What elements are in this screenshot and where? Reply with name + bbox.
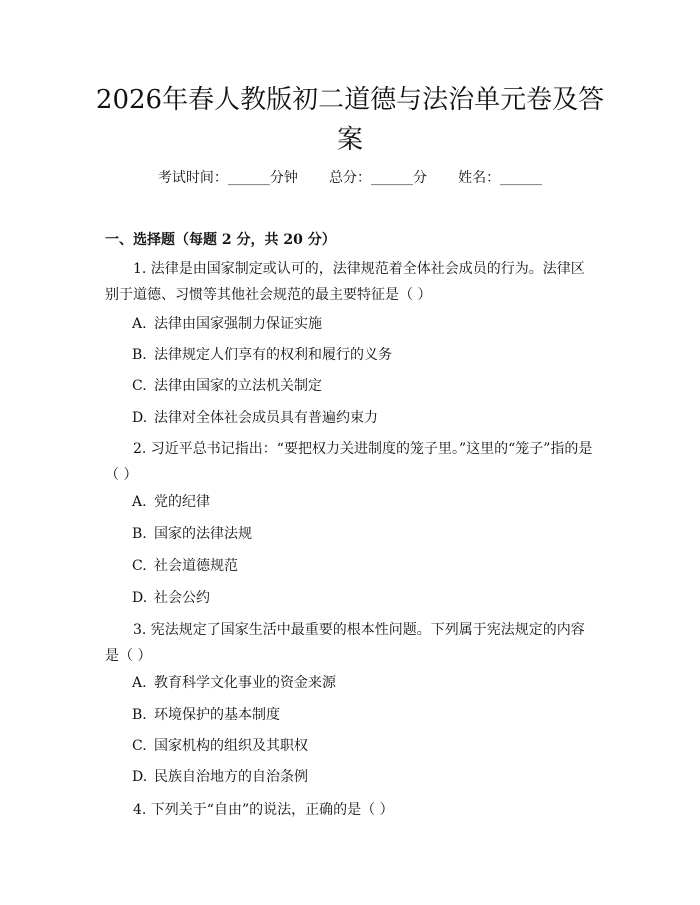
question-2-option-b (132, 524, 592, 544)
question-4-stem: 4. 下列关于“自由”的说法，正确的是（ ） (133, 802, 394, 818)
question-2-option-a (132, 492, 592, 512)
option-letter: C. (132, 558, 147, 574)
question-1-option-b (132, 345, 592, 365)
option-letter: C. (132, 378, 147, 394)
option-text: 民族自治地方的自治条例 (154, 769, 308, 785)
question-1-stem: 1. 法律是由国家制定或认可的，法律规范着全体社会成员的行为。法律区别于道德、习惯等其他社会规范的最主要特征是（ ） (105, 261, 585, 303)
option-text: 国家机构的组织及其职权 (154, 738, 308, 754)
question-1-option-a (132, 314, 592, 334)
option-letter: D. (132, 769, 148, 785)
option-text: 环境保护的基本制度 (154, 707, 280, 723)
question-2-option-d (132, 588, 592, 608)
question-1-option-c (132, 376, 592, 396)
option-letter: A. (132, 316, 147, 332)
option-text: 教育科学文化事业的资金来源 (154, 675, 336, 691)
option-text: 社会公约 (154, 590, 210, 606)
option-letter: A. (132, 675, 147, 691)
option-text: 法律规定人们享有的权利和履行的义务 (154, 347, 392, 363)
option-text: 法律由国家强制力保证实施 (154, 316, 322, 332)
option-letter: A. (132, 494, 147, 510)
question-3-stem: 3. 宪法规定了国家生活中最重要的根本性问题。下列属于宪法规定的内容是（ ） (105, 622, 585, 664)
option-letter: C. (132, 738, 147, 754)
question-3-option-c (132, 736, 592, 756)
question-2-stem: 2. 习近平总书记指出：“要把权力关进制度的笼子里。”这里的“笼子”指的是（ ） (105, 441, 593, 483)
question-3-option-d (132, 767, 592, 787)
section-title: 一、选择题（每题 2 分，共 20 分） (105, 232, 336, 248)
option-text: 国家的法律法规 (154, 526, 252, 542)
option-letter: B. (132, 707, 147, 723)
document-title: 2026年春人教版初二道德与法治单元卷及答案 (95, 85, 605, 155)
question-3-option-a (132, 673, 592, 693)
option-text: 法律对全体社会成员具有普遍约束力 (154, 410, 378, 426)
option-text: 党的纪律 (154, 494, 210, 510)
question-3-option-b (132, 705, 592, 725)
option-text: 法律由国家的立法机关制定 (154, 378, 322, 394)
option-letter: B. (132, 347, 147, 363)
question-1-option-d (132, 408, 592, 428)
exam-info-line: 考试时间：______分钟 总分：______分 姓名：______ (157, 170, 543, 186)
option-letter: B. (132, 526, 147, 542)
question-2-option-c (132, 556, 592, 576)
option-letter: D. (132, 410, 148, 426)
option-letter: D. (132, 590, 148, 606)
option-text: 社会道德规范 (154, 558, 238, 574)
